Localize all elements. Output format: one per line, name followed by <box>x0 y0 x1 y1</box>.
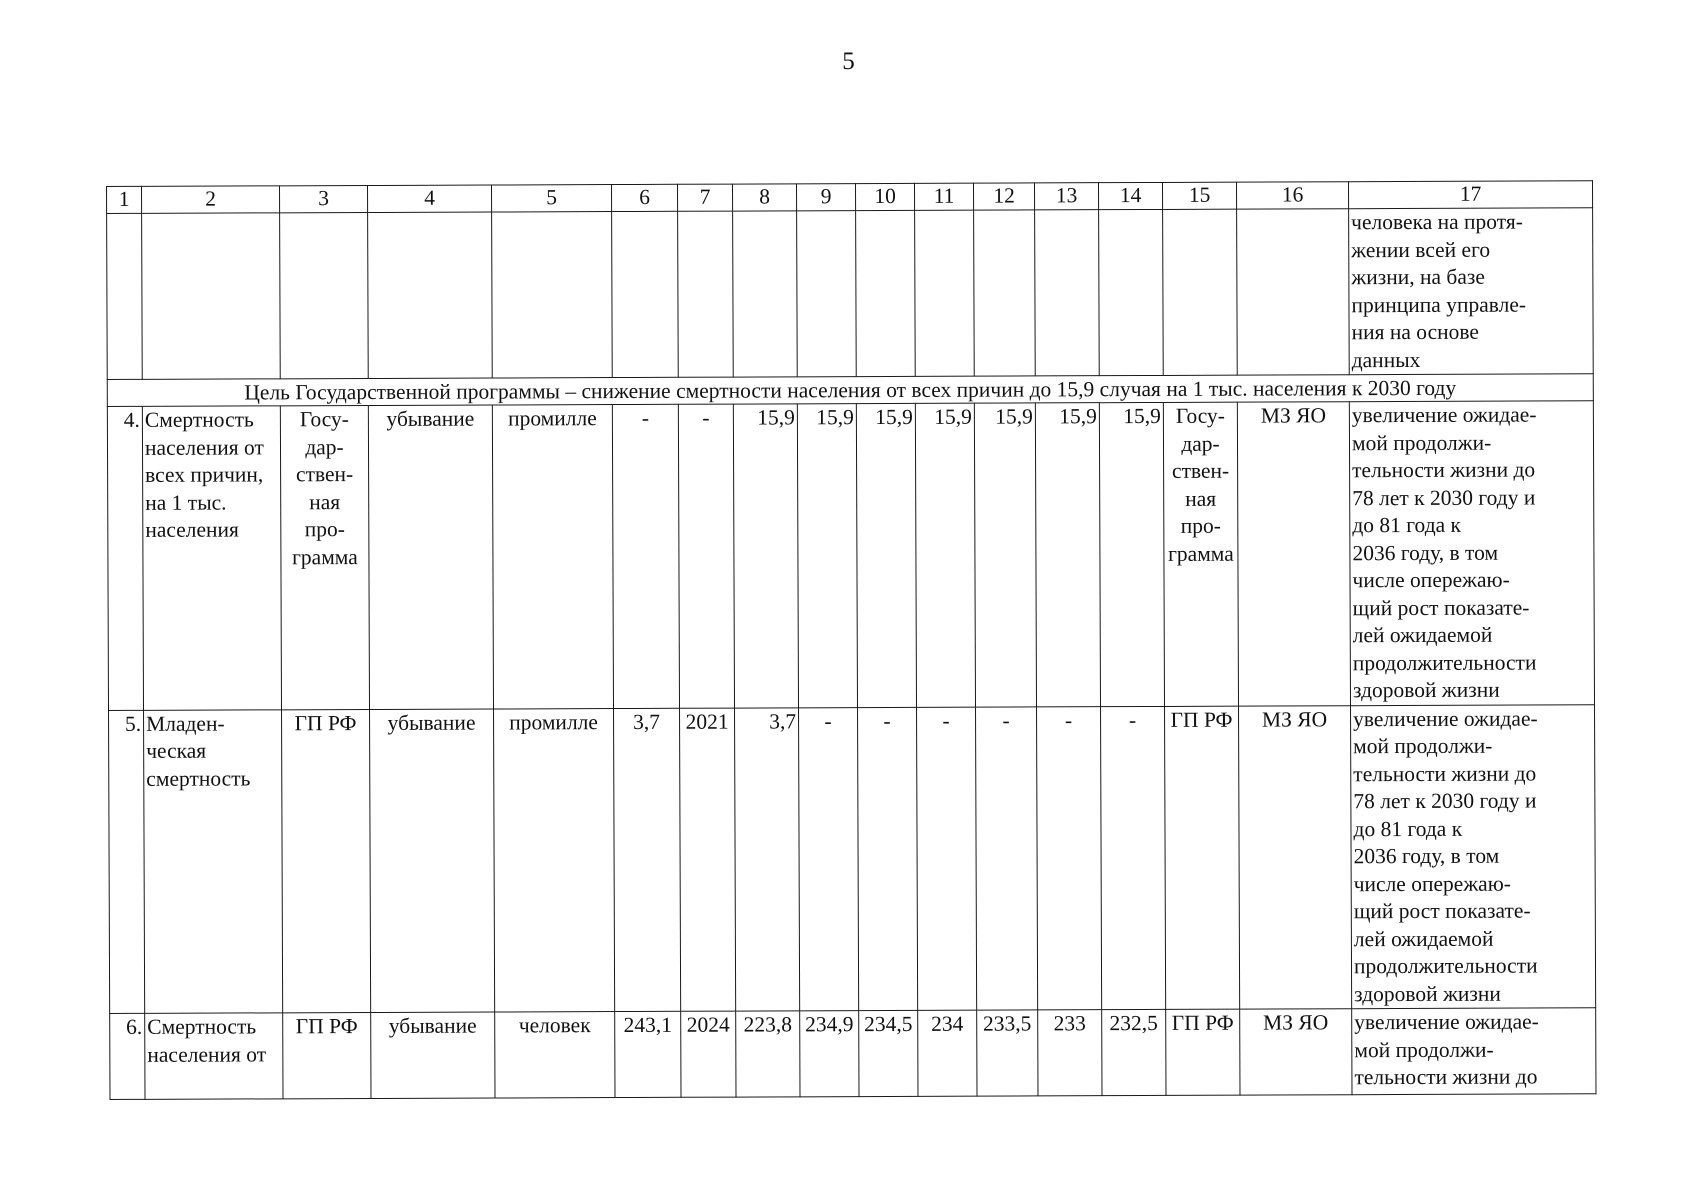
base-value: 3,7 <box>614 708 681 1012</box>
value-cell: - <box>799 707 859 1011</box>
indicator-unit: человек <box>495 1012 615 1098</box>
row-number: 5. <box>109 710 145 1014</box>
link-cell: увеличение ожидае- мой продолжи- тельности жизни до <box>1352 1008 1596 1095</box>
value-cell: 233,5 <box>977 1010 1038 1096</box>
value-cell: 15,9 <box>856 403 916 707</box>
value-cell: 15,9 <box>915 403 975 707</box>
document-cell: Госу- дар- ствен- ная про- грамма <box>1163 402 1238 706</box>
value-cell: 15,9 <box>1099 402 1164 706</box>
base-year: - <box>678 404 734 708</box>
column-number-cell: 16 <box>1236 182 1348 209</box>
value-cell: 15,9 <box>797 404 857 708</box>
document-cell: ГП РФ <box>1166 1009 1240 1095</box>
column-number-cell: 6 <box>611 184 677 211</box>
column-number-cell: 7 <box>677 184 732 211</box>
column-number-cell: 3 <box>280 185 368 212</box>
indicator-level: ГП РФ <box>283 1012 371 1098</box>
value-cell: 15,9 <box>733 404 798 708</box>
column-number-cell: 4 <box>368 185 492 212</box>
indicator-trend: убывание <box>370 709 495 1013</box>
base-value: 243,1 <box>615 1011 681 1097</box>
value-cell: 232,5 <box>1102 1009 1166 1095</box>
indicators-table <box>106 180 1596 1100</box>
table-row <box>107 401 1594 710</box>
column-number-cell: 13 <box>1034 183 1098 210</box>
responsible-cell: МЗ ЯО <box>1239 705 1352 1009</box>
base-value: - <box>612 404 679 708</box>
base-year: 2024 <box>681 1011 736 1097</box>
goal-text: Цель Государственной программы – снижение смертности населения от всех причин до 15,9 случая на 1 тыс. населения к 2030 году <box>107 374 1593 407</box>
page-number: 5 <box>842 48 855 75</box>
row-number: 4. <box>107 406 143 710</box>
value-cell: - <box>858 707 918 1011</box>
indicator-name: Смертность населения от всех причин, на 1 тыс. населения <box>142 406 281 710</box>
continuation-row <box>107 208 1594 380</box>
value-cell: 234 <box>918 1010 977 1096</box>
column-number-cell: 10 <box>855 183 914 210</box>
value-cell: 234,9 <box>800 1011 859 1097</box>
responsible-cell: МЗ ЯО <box>1240 1009 1352 1095</box>
indicator-trend: убывание <box>371 1012 495 1098</box>
row-number: 6. <box>110 1013 145 1099</box>
value-cell: - <box>976 706 1038 1010</box>
column-number-cell: 17 <box>1348 181 1592 209</box>
value-cell: 3,7 <box>735 707 800 1011</box>
table-row <box>110 1008 1596 1100</box>
value-cell: 233 <box>1038 1010 1102 1096</box>
indicator-unit: промилле <box>494 708 615 1012</box>
responsible-cell: МЗ ЯО <box>1237 402 1350 706</box>
column-number-cell: 1 <box>107 186 142 213</box>
value-cell: - <box>917 707 977 1011</box>
document-cell: ГП РФ <box>1165 706 1240 1010</box>
column-number-cell: 12 <box>973 183 1034 210</box>
indicator-level: ГП РФ <box>282 709 371 1013</box>
value-cell: - <box>1101 706 1166 1010</box>
value-cell: 234,5 <box>859 1010 918 1096</box>
value-cell: 15,9 <box>1035 403 1100 707</box>
column-number-cell: 8 <box>732 184 796 211</box>
table-row <box>109 704 1596 1013</box>
indicator-level: Госу- дар- ствен- ная про- грамма <box>280 405 369 709</box>
link-cell: увеличение ожидае- мой продолжи- тельности жизни до 78 лет к 2030 году и до 81 года к 2036 году, в том числе опережаю- щий рост показате- лей ожидаемой продолжительности здоровой жизни <box>1351 704 1596 1008</box>
indicator-name: Смертность населения от <box>145 1013 283 1100</box>
column-number-cell: 2 <box>142 186 280 214</box>
column-number-cell: 5 <box>491 185 611 212</box>
base-year: 2021 <box>680 708 736 1012</box>
column-number-cell: 11 <box>914 183 973 210</box>
column-number-cell: 14 <box>1098 182 1162 209</box>
indicator-name: Младен- ческая смертность <box>144 709 283 1013</box>
value-cell: - <box>1037 706 1102 1010</box>
value-cell: 223,8 <box>736 1011 800 1097</box>
indicator-trend: убывание <box>368 405 493 709</box>
link-cell: увеличение ожидае- мой продолжи- тельности жизни до 78 лет к 2030 году и до 81 года к 2036 году, в том числе опережаю- щий рост показате- лей ожидаемой продолжительности здоровой жизни <box>1349 401 1594 705</box>
column-number-cell: 15 <box>1162 182 1236 209</box>
continuation-text: человека на протя- жении всей его жизни, на базе принципа управле- ния на основе данных <box>1349 208 1594 375</box>
column-number-cell: 9 <box>796 184 855 211</box>
indicator-unit: промилле <box>492 405 613 709</box>
value-cell: 15,9 <box>974 403 1036 707</box>
